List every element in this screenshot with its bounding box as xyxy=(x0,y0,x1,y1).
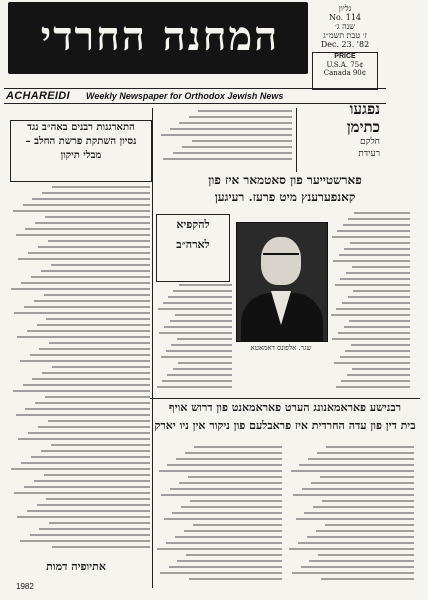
text-line xyxy=(30,354,150,356)
text-line xyxy=(317,452,414,454)
text-line xyxy=(175,314,232,316)
text-line xyxy=(343,224,410,226)
text-line xyxy=(340,356,410,358)
text-line xyxy=(190,500,282,502)
text-line xyxy=(179,482,282,484)
text-line xyxy=(308,458,414,460)
right-article-body xyxy=(330,212,410,392)
text-line xyxy=(299,464,414,466)
text-line xyxy=(173,368,232,370)
text-line xyxy=(296,518,414,520)
text-line xyxy=(301,566,414,568)
text-line xyxy=(325,524,414,526)
text-line xyxy=(161,494,282,496)
text-line xyxy=(35,402,150,404)
mid-banner-headline xyxy=(160,172,410,208)
text-line xyxy=(170,320,232,322)
left-headline-line: התארגנות רבנים באה״ב נגד xyxy=(27,122,135,133)
text-line xyxy=(49,342,150,344)
text-line xyxy=(344,248,410,250)
text-line xyxy=(350,242,410,244)
text-line xyxy=(179,284,232,286)
text-line xyxy=(25,228,150,230)
text-line xyxy=(341,380,410,382)
left-headline-line: נסיון השתקת פרשת החלב – xyxy=(25,136,137,147)
text-line xyxy=(27,510,150,512)
text-line xyxy=(352,266,410,268)
text-line xyxy=(309,560,414,562)
text-line xyxy=(42,372,150,374)
text-line xyxy=(293,494,414,496)
text-line xyxy=(166,350,232,352)
text-line xyxy=(194,446,282,448)
text-line xyxy=(179,122,292,124)
price-box xyxy=(312,52,378,90)
text-line xyxy=(157,386,232,388)
text-line xyxy=(342,302,410,304)
text-line xyxy=(352,368,410,370)
text-line xyxy=(171,344,232,346)
issue-gilayon-label: גליון xyxy=(338,4,352,13)
issue-date: Dec. 23. '82 xyxy=(320,40,370,49)
inset-line: לארה״ב xyxy=(176,238,210,251)
text-line xyxy=(181,506,282,508)
text-line xyxy=(25,408,150,410)
text-line xyxy=(158,308,232,310)
text-line xyxy=(157,548,282,550)
text-line xyxy=(14,492,150,494)
text-line xyxy=(13,210,150,212)
text-line xyxy=(339,254,410,256)
text-line xyxy=(24,306,150,308)
subhead-name: ACHAREIDI xyxy=(6,90,70,102)
text-line xyxy=(51,444,150,446)
text-line xyxy=(177,338,232,340)
issue-number: No. 114 xyxy=(328,13,362,22)
text-line xyxy=(168,296,232,298)
photo-caption: שגר. אלפונס דאמאטא xyxy=(250,344,312,352)
inset-line: להקפיא xyxy=(176,218,210,231)
text-line xyxy=(51,264,150,266)
text-line xyxy=(185,452,282,454)
text-line xyxy=(346,272,410,274)
text-line xyxy=(41,270,150,272)
text-line xyxy=(318,554,414,556)
left-headline xyxy=(10,120,152,182)
text-line xyxy=(326,446,414,448)
text-line xyxy=(39,348,150,350)
text-line xyxy=(292,572,414,574)
side-headline-line: כתימן xyxy=(346,118,380,136)
year-mark: 1982 xyxy=(16,582,34,591)
text-line xyxy=(27,330,150,332)
photo-glasses-shape xyxy=(263,253,299,263)
text-line xyxy=(164,518,282,520)
text-line xyxy=(34,480,150,482)
text-line xyxy=(304,512,414,514)
text-line xyxy=(41,450,150,452)
text-line xyxy=(348,296,410,298)
text-line xyxy=(311,482,414,484)
subhead-tagline: Weekly Newspaper for Orthodox Jewish News xyxy=(86,91,284,101)
side-headline-line: רעידת xyxy=(358,149,380,159)
masthead-title: המחנה החרדי xyxy=(40,13,280,60)
masthead xyxy=(8,2,308,74)
text-line xyxy=(21,462,150,464)
text-line xyxy=(52,546,150,548)
text-line xyxy=(52,186,150,188)
text-line xyxy=(334,362,410,364)
text-line xyxy=(162,380,232,382)
text-line xyxy=(45,396,150,398)
text-line xyxy=(167,464,282,466)
text-line xyxy=(159,470,282,472)
issue-year-label: שנה ג׳ xyxy=(335,22,355,31)
text-line xyxy=(34,300,150,302)
text-line xyxy=(338,332,410,334)
text-line xyxy=(289,548,414,550)
text-line xyxy=(163,302,232,304)
text-line xyxy=(16,414,150,416)
text-line xyxy=(193,524,282,526)
text-line xyxy=(291,470,414,472)
portrait-photo xyxy=(236,222,328,342)
text-line xyxy=(23,204,150,206)
text-line xyxy=(186,554,282,556)
text-line xyxy=(198,110,292,112)
low-banner-line: בית דין פון עדה החרדית איז פראבלעם פון ניקור אין ניו יארק xyxy=(154,419,416,432)
text-line xyxy=(172,512,282,514)
text-line xyxy=(340,278,410,280)
text-line xyxy=(348,218,410,220)
text-line xyxy=(313,506,414,508)
text-line xyxy=(302,488,414,490)
text-line xyxy=(351,344,410,346)
text-line xyxy=(182,146,292,148)
text-line xyxy=(333,260,410,262)
text-line xyxy=(345,350,410,352)
text-line xyxy=(38,246,150,248)
text-line xyxy=(31,276,150,278)
text-line xyxy=(321,578,414,580)
text-line xyxy=(337,230,410,232)
text-line xyxy=(178,362,232,364)
mid-banner-line: קאנפערענץ מיט פרעז. רעיגען xyxy=(214,190,356,204)
text-line xyxy=(32,378,150,380)
text-line xyxy=(188,476,283,478)
issue-info xyxy=(312,4,378,49)
text-line xyxy=(32,198,150,200)
column-divider xyxy=(296,108,297,172)
text-line xyxy=(18,258,150,260)
text-line xyxy=(332,236,410,238)
text-line xyxy=(160,572,282,574)
low-banner-line: רבנישע פאראמאנונג הערט פאראמאנט פון דרוש אויף xyxy=(168,401,402,414)
issue-hebrew-date: ז׳ טבת תשמ״ג xyxy=(323,31,367,40)
text-line xyxy=(307,536,414,538)
text-line xyxy=(336,308,410,310)
text-line xyxy=(24,486,150,488)
text-line xyxy=(167,374,232,376)
price-label: PRICE xyxy=(334,53,356,60)
text-line xyxy=(13,390,150,392)
text-line xyxy=(175,536,282,538)
text-line xyxy=(48,240,150,242)
lower-article-body-left xyxy=(156,446,282,586)
text-line xyxy=(170,128,292,130)
mid-banner-line: פארשטייער פון סאטמאר איז פון xyxy=(208,173,362,187)
low-banner-headline xyxy=(150,398,420,443)
text-line xyxy=(189,116,292,118)
text-line xyxy=(169,566,282,568)
text-line xyxy=(42,192,150,194)
text-line xyxy=(17,336,150,338)
text-line xyxy=(331,314,410,316)
text-line xyxy=(49,522,150,524)
text-line xyxy=(37,504,150,506)
text-line xyxy=(11,288,150,290)
text-line xyxy=(16,234,150,236)
text-line xyxy=(46,318,150,320)
text-line xyxy=(46,498,150,500)
text-line xyxy=(45,216,150,218)
text-line xyxy=(320,476,415,478)
text-line xyxy=(28,432,150,434)
price-usa: U.S.A. 75¢ xyxy=(326,61,364,69)
side-headline xyxy=(300,100,380,170)
text-line xyxy=(20,540,150,542)
text-line xyxy=(44,294,150,296)
text-line xyxy=(17,516,150,518)
text-line xyxy=(184,530,282,532)
text-line xyxy=(161,356,232,358)
text-line xyxy=(353,290,410,292)
side-headline-line: נפגעו xyxy=(349,100,380,118)
text-line xyxy=(166,542,282,544)
text-line xyxy=(344,326,410,328)
text-line xyxy=(20,360,150,362)
text-line xyxy=(322,500,414,502)
text-line xyxy=(28,252,150,254)
left-article-body xyxy=(10,186,150,554)
text-line xyxy=(52,366,150,368)
lower-article-body-right xyxy=(288,446,414,586)
text-line xyxy=(347,374,410,376)
text-line xyxy=(23,384,150,386)
text-line xyxy=(336,386,410,388)
text-line xyxy=(30,534,150,536)
text-line xyxy=(35,222,150,224)
footer-left-headline: אתיופיה דמות xyxy=(46,560,106,573)
text-line xyxy=(173,152,292,154)
text-line xyxy=(37,324,150,326)
text-line xyxy=(170,488,282,490)
text-line xyxy=(189,578,282,580)
text-line xyxy=(332,338,410,340)
text-line xyxy=(176,458,282,460)
text-line xyxy=(163,158,292,160)
inset-headline xyxy=(156,214,230,282)
text-line xyxy=(39,528,150,530)
side-headline-line: חלקם xyxy=(360,137,380,147)
text-line xyxy=(31,456,150,458)
text-line xyxy=(44,474,150,476)
text-line xyxy=(298,542,414,544)
column-divider xyxy=(152,108,153,588)
text-line xyxy=(21,282,150,284)
text-line xyxy=(173,290,232,292)
top-article-body xyxy=(158,110,292,168)
text-line xyxy=(316,530,414,532)
text-line xyxy=(38,426,150,428)
text-line xyxy=(11,468,150,470)
text-line xyxy=(48,420,150,422)
text-line xyxy=(159,332,232,334)
price-canada: Canada 90¢ xyxy=(323,69,367,77)
middle-article-body xyxy=(156,284,232,392)
text-line xyxy=(14,312,150,314)
text-line xyxy=(349,320,410,322)
text-line xyxy=(335,284,410,286)
left-headline-line: מבלי תיקון xyxy=(60,150,102,161)
text-line xyxy=(354,212,410,214)
text-line xyxy=(192,140,293,142)
text-line xyxy=(177,560,282,562)
text-line xyxy=(18,438,150,440)
text-line xyxy=(161,134,292,136)
text-line xyxy=(164,326,232,328)
